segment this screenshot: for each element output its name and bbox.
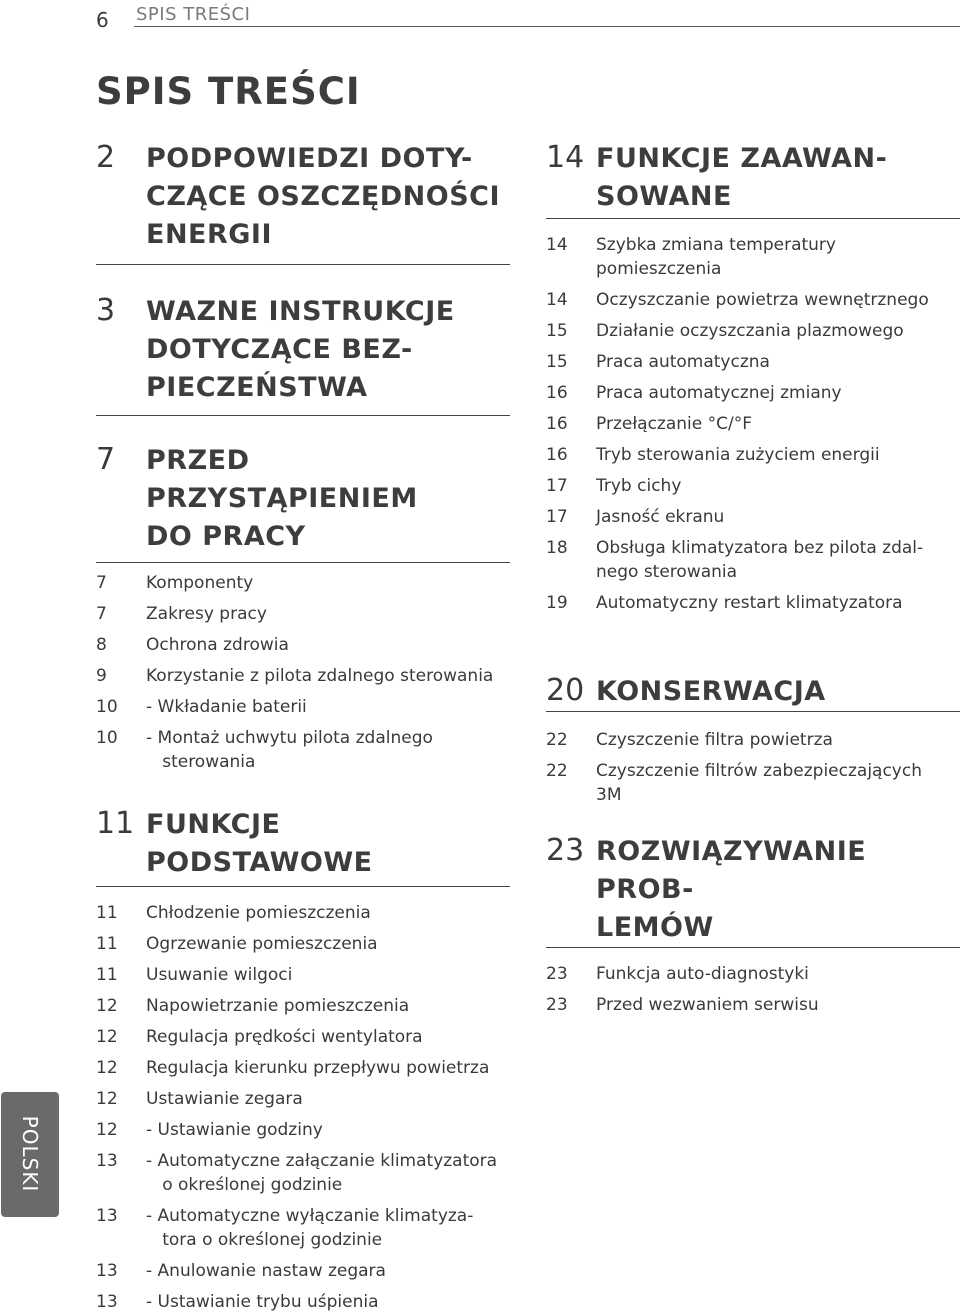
toc-entry[interactable]	[96, 1056, 510, 1080]
toc-entry-page: 13	[96, 1151, 118, 1171]
toc-entry-text: Funkcja auto-diagnostyki	[596, 964, 809, 984]
toc-entry-page: 23	[546, 964, 568, 984]
toc-entry-page: 11	[96, 965, 118, 985]
toc-entry-page: 12	[96, 1058, 118, 1078]
toc-entry-page: 12	[96, 996, 118, 1016]
toc-entry[interactable]	[96, 1087, 510, 1111]
toc-entry-text: Regulacja kierunku przepływu powietrza	[146, 1058, 490, 1078]
toc-entry[interactable]	[96, 726, 510, 774]
toc-entry-text: Praca automatycznej zmiany	[596, 383, 842, 403]
toc-entry[interactable]	[96, 1118, 510, 1142]
toc-entry-page: 23	[546, 995, 568, 1015]
toc-left-column	[96, 140, 510, 1314]
toc-entry-text: Korzystanie z pilota zdalnego sterowania	[146, 666, 494, 686]
toc-entry-page: 16	[546, 383, 568, 403]
section-number: 7	[96, 442, 116, 477]
section-heading	[96, 140, 510, 265]
toc-entry-page: 22	[546, 761, 568, 781]
toc-entry[interactable]	[96, 1290, 510, 1314]
toc-entry[interactable]	[96, 633, 510, 657]
toc-entry[interactable]	[546, 350, 960, 374]
toc-entry[interactable]	[96, 1259, 510, 1283]
toc-entry[interactable]	[96, 901, 510, 925]
page-title: SPIS TREŚCI	[96, 70, 361, 113]
toc-entry-text: Komponenty	[146, 573, 254, 593]
toc-entry-text: Zakresy pracy	[146, 604, 267, 624]
toc-entry-page: 16	[546, 414, 568, 434]
toc-entry-text: Tryb sterowania zużyciem energii	[596, 445, 880, 465]
toc-entry-page: 10	[96, 697, 118, 717]
section-title: FUNKCJE PODSTAWOWE	[146, 809, 373, 878]
toc-entry-text: - Wkładanie baterii	[146, 697, 307, 717]
toc-entry[interactable]	[96, 571, 510, 595]
toc-entry[interactable]	[96, 695, 510, 719]
section-number: 11	[96, 806, 135, 841]
section-title: ROZWIĄZYWANIE PROB- LEMÓW	[596, 836, 867, 943]
toc-entry-page: 12	[96, 1027, 118, 1047]
toc-entry-text: Ustawianie zegara	[146, 1089, 303, 1109]
section-title: KONSERWACJA	[596, 676, 826, 707]
toc-entry[interactable]	[546, 233, 960, 281]
toc-entry-page: 13	[96, 1206, 118, 1226]
toc-entry-page: 15	[546, 321, 568, 341]
toc-entry-page: 9	[96, 666, 107, 686]
section-title: FUNKCJE ZAAWAN- SOWANE	[596, 143, 888, 212]
toc-entry-text: Tryb cichy	[596, 476, 682, 496]
toc-entry-page: 11	[96, 903, 118, 923]
toc-entry-page: 14	[546, 235, 568, 255]
toc-entry[interactable]	[96, 932, 510, 956]
toc-entry[interactable]	[96, 664, 510, 688]
language-tab-label: POLSKI	[18, 1115, 42, 1193]
toc-entry-text: Przełączanie °C/°F	[596, 414, 752, 434]
toc-entry-list	[96, 901, 510, 1314]
toc-entry-text: Ochrona zdrowia	[146, 635, 289, 655]
toc-entry[interactable]	[546, 591, 960, 615]
toc-entry-text: Praca automatyczna	[596, 352, 770, 372]
header-rule	[134, 26, 960, 27]
toc-entry[interactable]	[546, 474, 960, 498]
toc-entry-page: 19	[546, 593, 568, 613]
toc-entry[interactable]	[96, 994, 510, 1018]
toc-entry-text: - Montaż uchwytu pilota zdalnego sterowania	[146, 728, 433, 772]
toc-entry-page: 13	[96, 1292, 118, 1312]
toc-entry[interactable]	[546, 443, 960, 467]
toc-entry-text: Obsługa klimatyzatora bez pilota zdal- nego sterowania	[596, 538, 924, 582]
toc-entry-page: 13	[96, 1261, 118, 1281]
toc-entry[interactable]	[546, 412, 960, 436]
toc-entry[interactable]	[546, 993, 960, 1017]
toc-entry[interactable]	[546, 536, 960, 584]
toc-entry-list	[96, 571, 510, 774]
toc-entry[interactable]	[96, 1149, 510, 1197]
toc-entry-page: 17	[546, 476, 568, 496]
toc-entry-text: Działanie oczyszczania plazmowego	[596, 321, 904, 341]
toc-entry-text: Usuwanie wilgoci	[146, 965, 293, 985]
toc-entry-page: 18	[546, 538, 568, 558]
section-heading	[546, 673, 960, 712]
section-number: 23	[546, 833, 585, 868]
toc-entry[interactable]	[96, 963, 510, 987]
toc-entry-page: 7	[96, 573, 107, 593]
toc-entry-page: 14	[546, 290, 568, 310]
page-header	[0, 0, 960, 32]
section-heading	[96, 293, 510, 416]
toc-right-column	[546, 140, 960, 1017]
header-title: SPIS TREŚCI	[136, 4, 251, 25]
toc-entry[interactable]	[96, 602, 510, 626]
toc-entry-list	[546, 728, 960, 807]
toc-entry-page: 10	[96, 728, 118, 748]
toc-entry-list	[546, 233, 960, 615]
toc-entry[interactable]	[546, 381, 960, 405]
toc-entry-page: 22	[546, 730, 568, 750]
toc-entry-text: Jasność ekranu	[596, 507, 725, 527]
toc-entry-page: 15	[546, 352, 568, 372]
language-tab	[1, 1092, 59, 1217]
toc-entry-page: 16	[546, 445, 568, 465]
toc-entry-page: 11	[96, 934, 118, 954]
section-heading	[546, 833, 960, 948]
section-heading	[96, 806, 510, 887]
toc-entry-text: Chłodzenie pomieszczenia	[146, 903, 371, 923]
toc-entry-text: Regulacja prędkości wentylatora	[146, 1027, 423, 1047]
toc-entry-page: 12	[96, 1120, 118, 1140]
toc-entry-text: - Ustawianie trybu uśpienia	[146, 1292, 379, 1312]
toc-entry[interactable]	[546, 759, 960, 807]
toc-entry-text: Czyszczenie filtra powietrza	[596, 730, 833, 750]
toc-entry[interactable]	[546, 288, 960, 312]
section-number: 2	[96, 140, 116, 175]
section-title: PRZED PRZYSTĄPIENIEM DO PRACY	[146, 445, 418, 552]
section-title: WAZNE INSTRUKCJE DOTYCZĄCE BEZ- PIECZEŃSTWA	[146, 296, 455, 403]
toc-entry[interactable]	[546, 319, 960, 343]
toc-entry-text: Szybka zmiana temperatury pomieszczenia	[596, 235, 836, 279]
toc-entry-text: - Automatyczne załączanie klimatyzatora o określonej godzinie	[146, 1151, 498, 1195]
toc-entry-text: - Anulowanie nastaw zegara	[146, 1261, 386, 1281]
toc-entry-text: - Ustawianie godziny	[146, 1120, 323, 1140]
section-heading	[96, 442, 510, 563]
section-title: PODPOWIEDZI DOTY- CZĄCE OSZCZĘDNOŚCI ENERGII	[146, 143, 501, 250]
section-number: 20	[546, 673, 585, 708]
toc-entry-page: 8	[96, 635, 107, 655]
section-heading	[546, 140, 960, 219]
toc-entry[interactable]	[546, 962, 960, 986]
page-number: 6	[96, 8, 109, 32]
toc-entry[interactable]	[546, 728, 960, 752]
toc-entry-list	[546, 962, 960, 1017]
section-number: 14	[546, 140, 585, 175]
toc-entry-page: 12	[96, 1089, 118, 1109]
toc-entry-text: - Automatyczne wyłączanie klimatyza- tora o określonej godzinie	[146, 1206, 474, 1250]
toc-entry-text: Oczyszczanie powietrza wewnętrznego	[596, 290, 929, 310]
toc-entry-text: Ogrzewanie pomieszczenia	[146, 934, 378, 954]
section-number: 3	[96, 293, 116, 328]
toc-entry-text: Automatyczny restart klimatyzatora	[596, 593, 903, 613]
toc-entry[interactable]	[96, 1204, 510, 1252]
toc-entry[interactable]	[96, 1025, 510, 1049]
toc-entry-text: Przed wezwaniem serwisu	[596, 995, 819, 1015]
toc-entry[interactable]	[546, 505, 960, 529]
toc-entry-page: 7	[96, 604, 107, 624]
toc-entry-text: Czyszczenie filtrów zabezpieczających 3M	[596, 761, 922, 805]
toc-entry-text: Napowietrzanie pomieszczenia	[146, 996, 410, 1016]
toc-entry-page: 17	[546, 507, 568, 527]
